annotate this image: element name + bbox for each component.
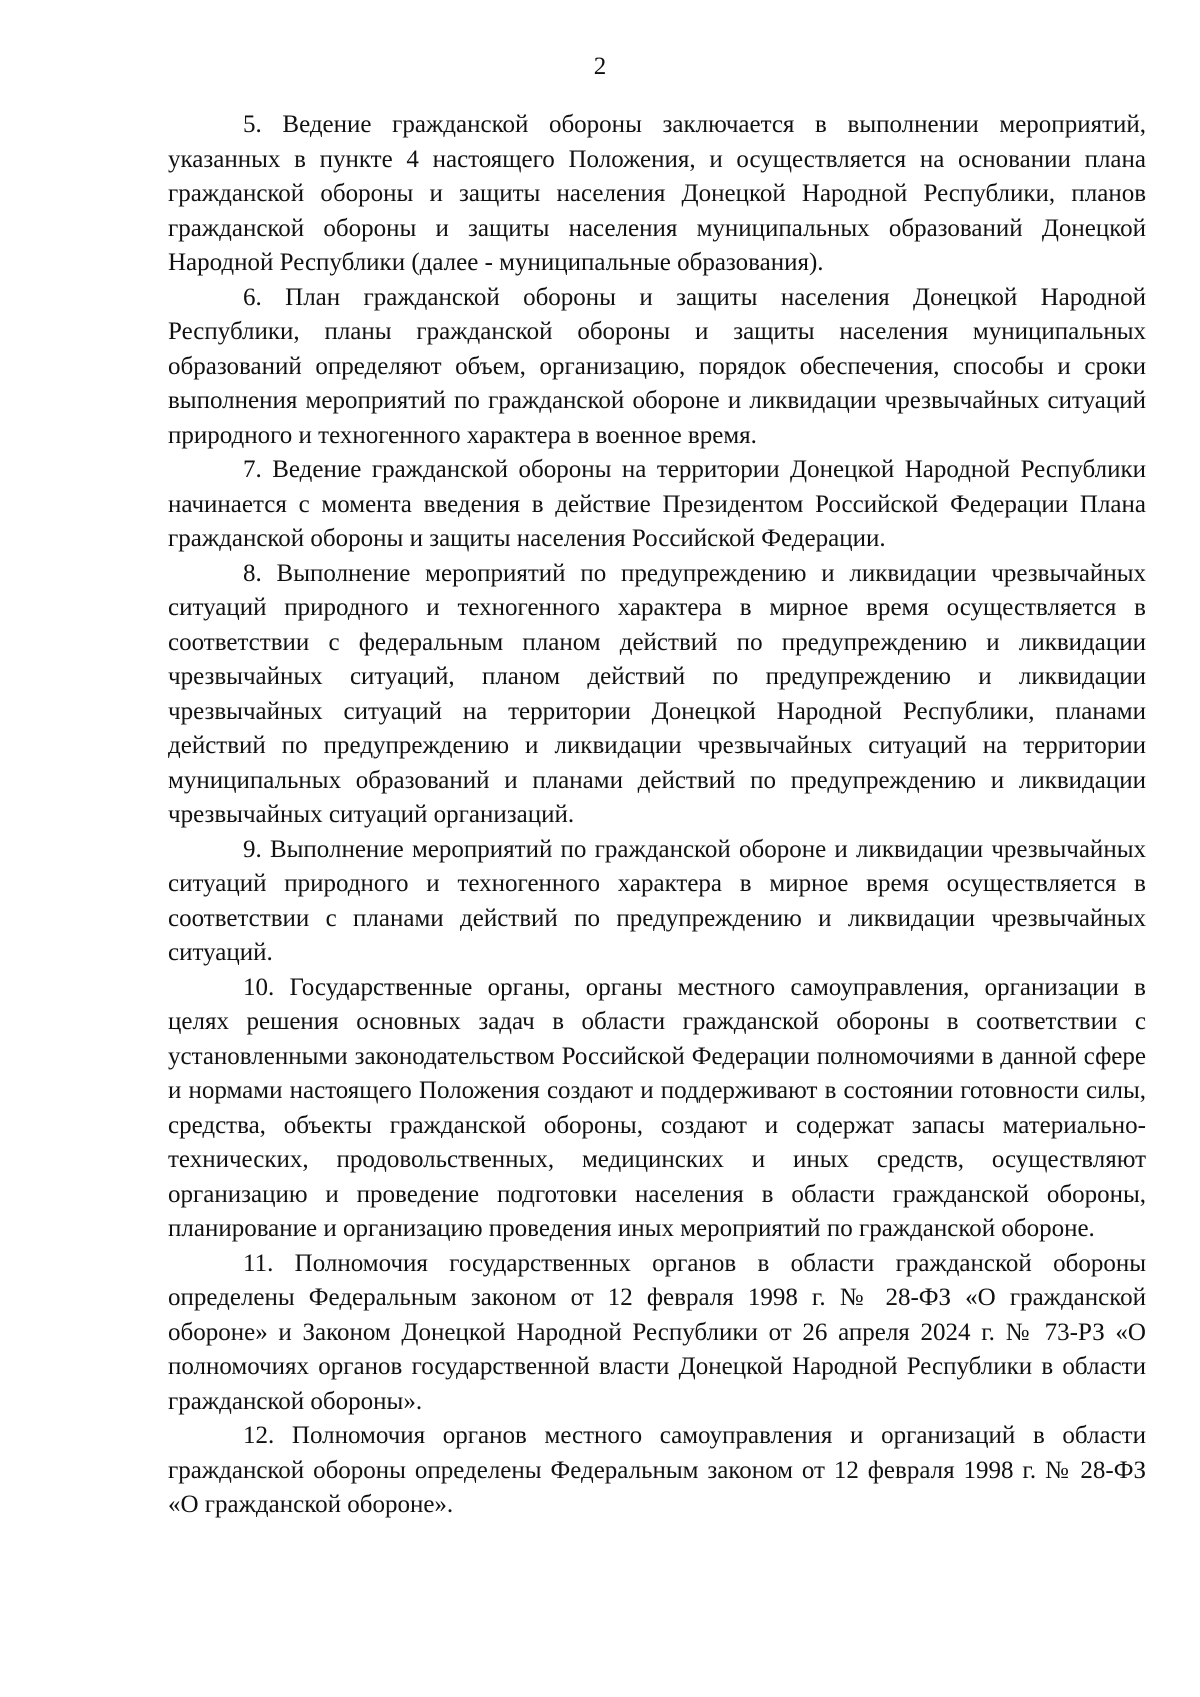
paragraph-9: 9. Выполнение мероприятий по гражданской обороне и ликвидации чрезвычайных ситуаций природного и техногенного характера в мирное время осуществляется в соответствии с планами действий по предупреждению и ликвидации чрезвычайных ситуаций. (168, 835, 1146, 966)
page-number: 2 (593, 53, 607, 80)
paragraph-10: 10. Государственные органы, органы местного самоуправления, организации в целях решения основных задач в области гражданской обороны в соответствии с установленными законодательством Российской Федерации полномочиями в данной сфере и нормами настоящего Положения создают и поддерживают в состоянии готовности силы, средства, объекты гражданской обороны, создают и содержат запасы материально-технических, продовольственных, медицинских и иных средств, осуществляют организацию и проведение подготовки населения в области гражданской обороны, планирование и организацию проведения иных мероприятий по гражданской обороне. (168, 973, 1146, 1242)
document-body (168, 108, 1146, 1523)
paragraph-8: 8. Выполнение мероприятий по предупреждению и ликвидации чрезвычайных ситуаций природного и техногенного характера в мирное время осуществляется в соответствии с федеральным планом действий по предупреждению и ликвидации чрезвычайных ситуаций, планом действий по предупреждению и ликвидации чрезвычайных ситуаций на территории Донецкой Народной Республики, планами действий по предупреждению и ликвидации чрезвычайных ситуаций на территории муниципальных образований и планами действий по предупреждению и ликвидации чрезвычайных ситуаций организаций. (168, 559, 1146, 828)
paragraph-12: 12. Полномочия органов местного самоуправления и организаций в области гражданской обороны определены Федеральным законом от 12 февраля 1998 г. № 28-ФЗ «О гражданской обороне». (168, 1422, 1146, 1518)
paragraph-11: 11. Полномочия государственных органов в области гражданской обороны определены Федеральным законом от 12 февраля 1998 г. № 28-ФЗ «О гражданской обороне» и Законом Донецкой Народной Республики от 26 апреля 2024 г. № 73-РЗ «О полномочиях органов государственной власти Донецкой Народной Республики в области гражданской обороны». (168, 1249, 1146, 1415)
paragraph-5: 5. Ведение гражданской обороны заключается в выполнении мероприятий, указанных в пункте 4 настоящего Положения, и осуществляется на основании плана гражданской обороны и защиты населения Донецкой Народной Республики, планов гражданской обороны и защиты населения муниципальных образований Донецкой Народной Республики (далее - муниципальные образования). (168, 111, 1146, 276)
paragraph-6: 6. План гражданской обороны и защиты населения Донецкой Народной Республики, планы гражданской обороны и защиты населения муниципальных образований определяют объем, организацию, порядок обеспечения, способы и сроки выполнения мероприятий по гражданской обороне и ликвидации чрезвычайных ситуаций природного и техногенного характера в военное время. (168, 283, 1146, 449)
paragraph-7: 7. Ведение гражданской обороны на территории Донецкой Народной Республики начинается с момента введения в действие Президентом Российской Федерации Плана гражданской обороны и защиты населения Российской Федерации. (168, 456, 1146, 552)
